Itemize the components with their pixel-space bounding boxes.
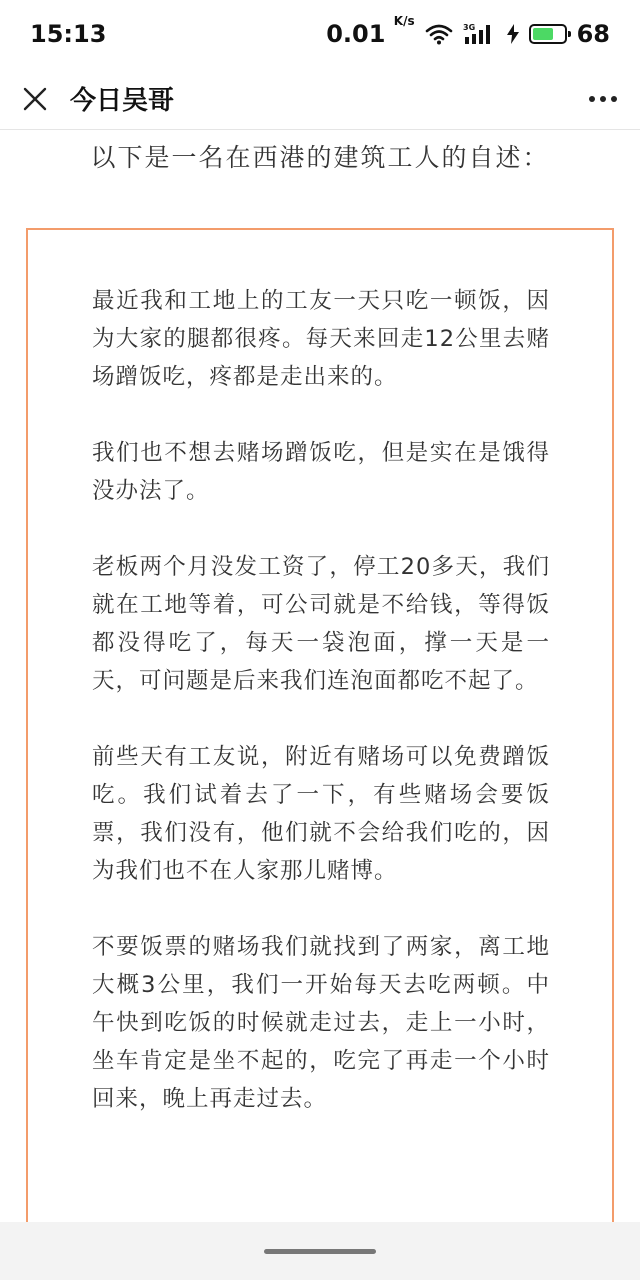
status-time: 15:13 [30,20,107,48]
charging-bolt-icon [507,24,519,44]
quote-paragraph: 我们也不想去赌场蹭饭吃，但是实在是饿得没办法了。 [92,440,550,504]
wifi-icon [425,23,453,45]
home-gesture-handle[interactable] [264,1249,376,1254]
article-intro: 以下是一名在西港的建筑工人的自述： [90,143,550,172]
cellular-signal-icon [463,22,497,46]
close-button[interactable] [20,84,50,114]
quote-box [26,228,614,1280]
status-bar [0,0,640,68]
quote-paragraph: 老板两个月没发工资了，停工20多天，我们就在工地等着，可公司就是不给钱，等得饭都没得吃了，每天一袋泡面，撑一天是一天，可问题是后来我们连泡面都吃不起了。 [92,554,550,694]
battery-icon [529,24,567,44]
network-speed [326,14,415,48]
quote-paragraph: 最近我和工地上的工友一天只吃一顿饭，因为大家的腿都很疼。每天来回走12公里去赌场蹭饭吃，疼都是走出来的。 [92,288,550,390]
status-icons [326,14,610,48]
bottom-navigation-bar [0,1222,640,1280]
quote-paragraph: 前些天有工友说，附近有赌场可以免费蹭饭吃。我们试着去了一下，有些赌场会要饭票，我们没有，他们就不会给我们吃的，因为我们也不在人家那儿赌博。 [92,744,550,884]
battery-percentage: 68 [576,20,610,48]
more-icon [588,95,618,103]
network-speed-value: 0.01 [326,20,386,48]
battery-level-fill [533,28,553,40]
title-bar [0,68,640,130]
page-title: 今日吴哥 [70,86,175,116]
close-icon [23,87,47,111]
more-options-button[interactable] [586,84,620,114]
quote-paragraph: 不要饭票的赌场我们就找到了两家，离工地大概3公里，我们一开始每天去吃两顿。中午快到吃饭的时候就走过去，走上一小时，坐车肯定是坐不起的，吃完了再走一个小时回来，晚上再走过去。 [92,934,550,1112]
network-type-label: 3G [462,23,475,32]
network-speed-unit: K/s [393,14,415,28]
